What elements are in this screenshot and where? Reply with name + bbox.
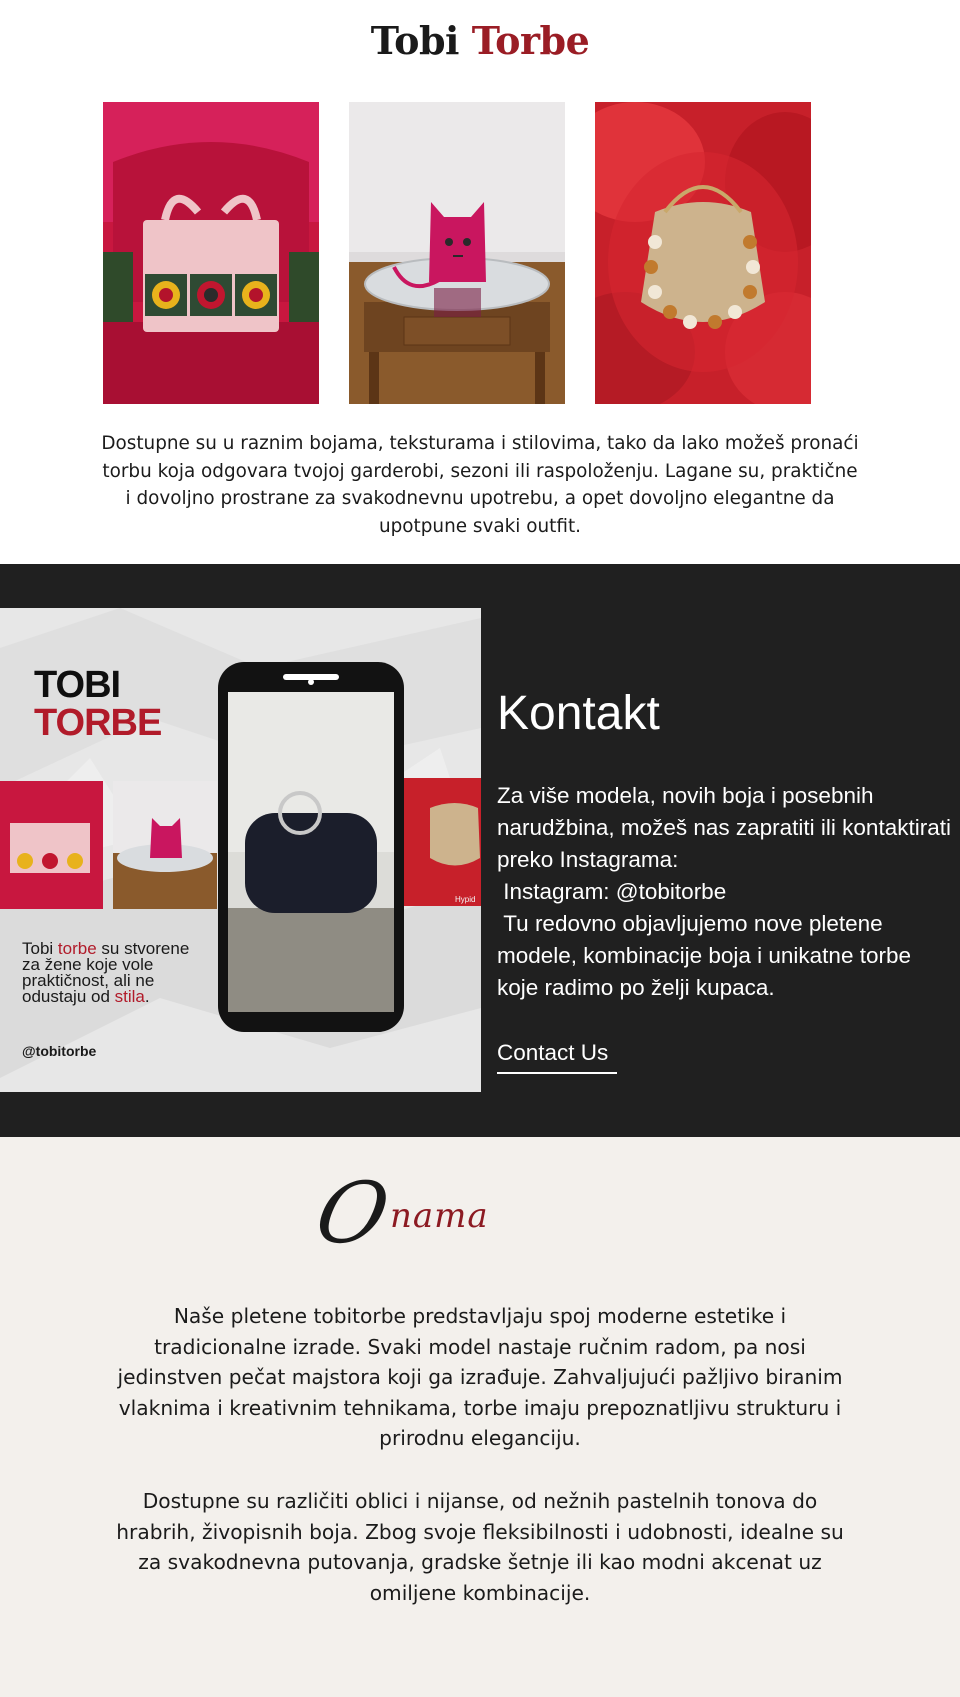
about-title-nama: nama bbox=[390, 1196, 489, 1236]
promo-instagram-handle: @tobitorbe bbox=[22, 1043, 97, 1059]
site-title-part2: Torbe bbox=[471, 18, 590, 63]
site-title bbox=[0, 18, 960, 63]
contact-paragraph-1: Za više modela, novih boja i posebnih narudžbina, možeš nas zapratiti ili kontaktirati preko Instagrama: bbox=[497, 783, 951, 872]
about-title-o: O bbox=[307, 1164, 398, 1262]
photo-pink-cat-bag-mirror[interactable] bbox=[349, 102, 565, 404]
promo-text-part2: su stvorene za žene koje vole praktičnost, ali ne odustaju od bbox=[22, 939, 190, 1006]
promo-text-part3: . bbox=[144, 987, 150, 1006]
promo-brand-line1: TOBI bbox=[34, 664, 121, 706]
promo-brand-line2: TORBE bbox=[34, 702, 162, 744]
promo-text-accent2: stila bbox=[114, 987, 145, 1006]
photo-pink-bag-red-armchair[interactable] bbox=[103, 102, 319, 404]
contact-instagram-line bbox=[497, 876, 957, 908]
promo-tagline bbox=[22, 941, 197, 1005]
contact-body bbox=[497, 780, 957, 1004]
contact-us-link[interactable]: Contact Us bbox=[497, 1040, 617, 1074]
promo-text-accent1: torbe bbox=[57, 939, 97, 958]
product-gallery bbox=[103, 102, 812, 404]
about-title bbox=[307, 1164, 518, 1262]
contact-paragraph-3-text: Tu redovno objavljujemo nove pletene modele, kombinacije boja i unikatne torbe koje radimo po želji kupaca. bbox=[497, 911, 911, 1000]
contact-heading: Kontakt bbox=[497, 687, 660, 740]
site-title-part1: Tobi bbox=[370, 18, 459, 63]
promo-photo-caption: Hypid bbox=[455, 895, 476, 904]
promo-text-part1: Tobi bbox=[22, 939, 58, 958]
contact-instagram-text: Instagram: @tobitorbe bbox=[503, 879, 727, 904]
intro-text: Dostupne su u raznim bojama, teksturama i stilovima, tako da lako možeš pronaći torbu koja odgovara tvojoj garderobi, sezoni ili raspoloženju. Lagane su, praktične i dovoljno prostrane za svakodnevnu upotrebu, a opet dovoljno elegantne da upotpune svaki outfit. bbox=[101, 433, 859, 537]
about-paragraph-1: Naše pletene tobitorbe predstavljaju spoj moderne estetike i tradicionalne izrade. Svaki model nastaje ručnim radom, pa nosi jedinstven pečat majstora koji ga izrađuje. Zahvaljujući pažljivo biranim vlaknima i kreativnim tehnikama, torbe imaju prepoznatljivu strukturu i prirodnu eleganciju. bbox=[117, 1304, 843, 1450]
contact-paragraph-3 bbox=[497, 908, 957, 1004]
about-paragraph-2: Dostupne su različiti oblici i nijanse, od nežnih pastelnih tonova do hrabrih, živopisnih boja. Zbog svoje fleksibilnosti i udobnosti, idealne su za svakodnevna putovanja, gradske šetnje ili kao modni akcenat uz omiljene kombinacije. bbox=[116, 1489, 844, 1605]
photo-straw-bag-red-flower[interactable] bbox=[595, 102, 811, 404]
